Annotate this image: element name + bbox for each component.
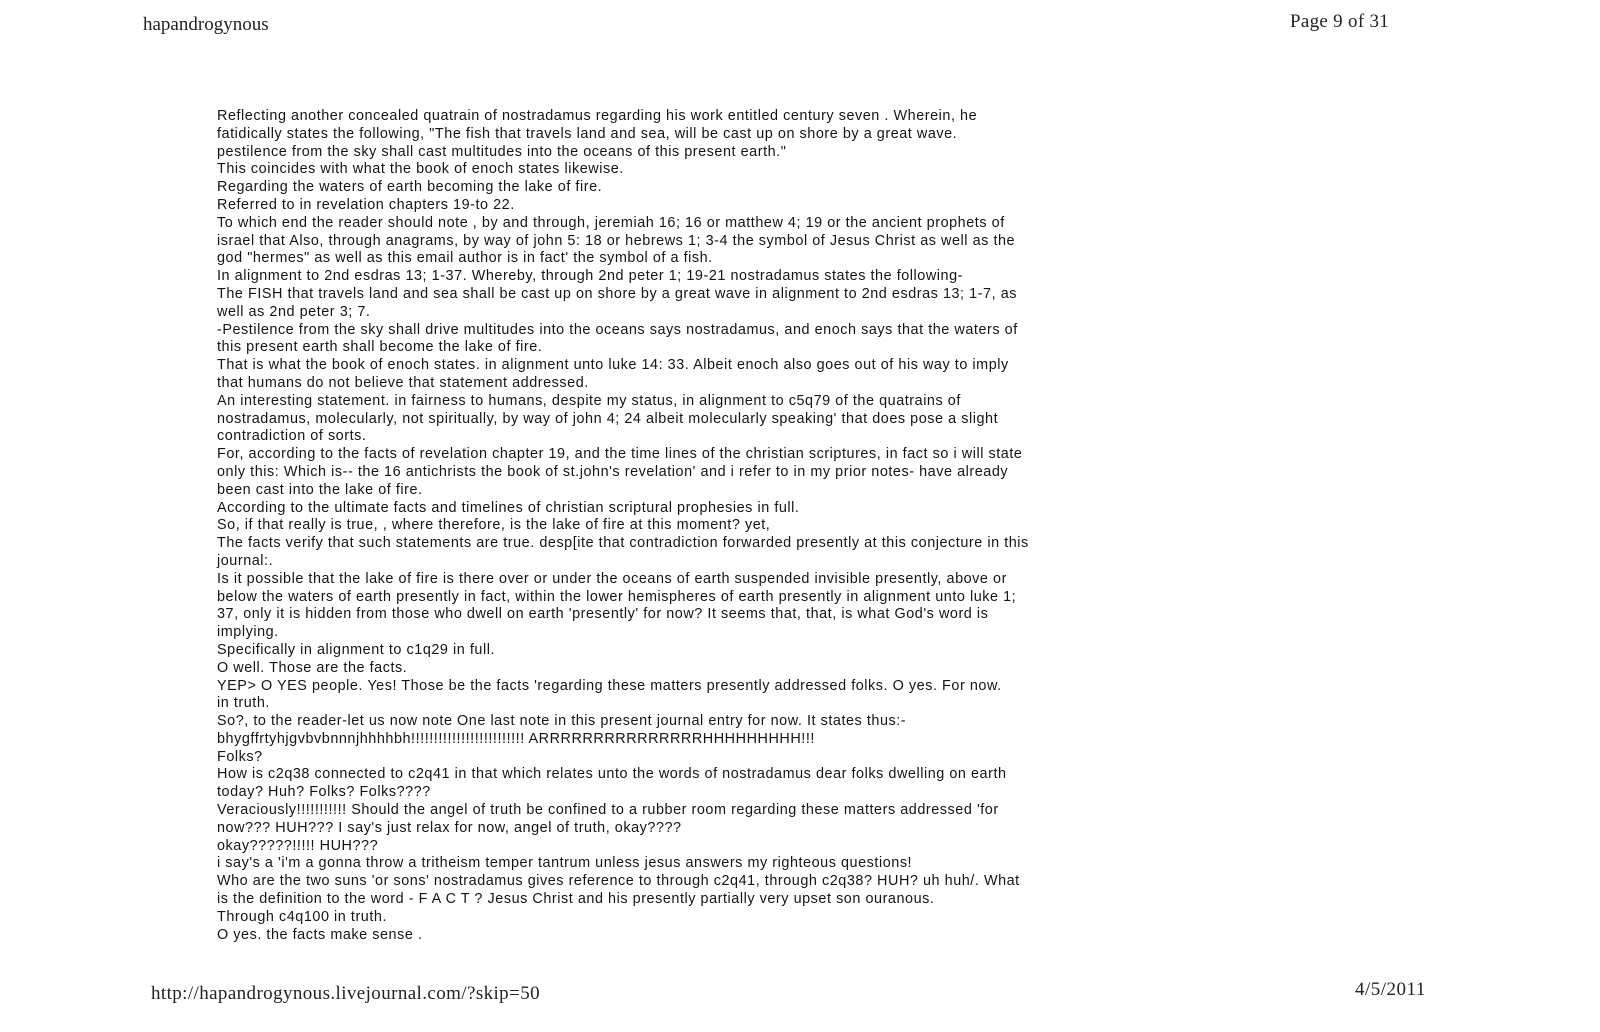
text-line: journal:. (217, 552, 274, 569)
text-line: 37, only it is hidden from those who dwell on earth 'presently' for now? It seems that, that, is what God's word is (217, 606, 989, 623)
text-line: israel that Also, through anagrams, by way of john 5: 18 or hebrews 1; 3-4 the symbol of Jesus Christ as well as the (217, 232, 1016, 249)
text-line: well as 2nd peter 3; 7. (217, 303, 371, 320)
text-line: is the definition to the word - F A C T ? Jesus Christ and his presently partially very upset son ouranous. (217, 891, 935, 908)
text-line: Through c4q100 in truth. (217, 908, 388, 925)
page-url: http://hapandrogynous.livejournal.com/?skip=50 (151, 983, 541, 1004)
text-line: nostradamus, molecularly, not spiritually, by way of john 4; 24 albeit molecularly speaking' that does pose a slight (217, 410, 999, 427)
text-line: So?, to the reader-let us now note One last note in this present journal entry for now. It states thus:- (217, 713, 907, 730)
text-line: So, if that really is true, , where therefore, is the lake of fire at this moment? yet, (217, 517, 771, 534)
text-line: below the waters of earth presently in fact, within the lower hemispheres of earth presently in alignment unto luke 1; (217, 588, 1017, 605)
text-line: contradiction of sorts. (217, 428, 367, 445)
text-line: Regarding the waters of earth becoming the lake of fire. (217, 179, 603, 196)
text-line: To which end the reader should note , by and through, jeremiah 16; 16 or matthew 4; 19 or the ancient prophets of (217, 214, 1005, 231)
text-line: O well. Those are the facts. (217, 659, 408, 676)
text-line: in truth. (217, 695, 270, 712)
text-line: this present earth shall become the lake of fire. (217, 339, 543, 356)
text-line: that humans do not believe that statement addressed. (217, 374, 589, 391)
text-line: Folks? (217, 748, 263, 765)
text-line: Veraciously!!!!!!!!!!! Should the angel of truth be confined to a rubber room regarding these matters addressed 'for (217, 802, 999, 819)
text-line: been cast into the lake of fire. (217, 481, 423, 498)
text-line: fatidically states the following, "The fish that travels land and sea, will be cast up on shore by a great wave. (217, 125, 958, 142)
text-line: -Pestilence from the sky shall drive multitudes into the oceans says nostradamus, and enoch says that the waters of (217, 321, 1018, 338)
text-line: god "hermes" as well as this email author is in fact' the symbol of a fish. (217, 250, 713, 267)
text-line: pestilence from the sky shall cast multitudes into the oceans of this present earth." (217, 143, 787, 160)
journal-entry-body (217, 108, 1487, 944)
text-line: bhygffrtyhjgvbvbnnnjhhhhbh!!!!!!!!!!!!!!!!!!!!!!!!! ARRRRRRRRRRRRRRRHHHHHHHHH!!! (217, 730, 815, 747)
text-line: That is what the book of enoch states. in alignment unto luke 14: 33. Albeit enoch also goes out of his way to imply (217, 357, 1009, 374)
text-line: implying. (217, 624, 279, 641)
text-line: Is it possible that the lake of fire is there over or under the oceans of earth suspended invisible presently, above or (217, 570, 1007, 587)
text-line: For, according to the facts of revelation chapter 19, and the time lines of the christian scriptures, in fact so i will state (217, 446, 1023, 463)
blog-name: hapandrogynous (143, 14, 269, 35)
text-line: okay?????!!!!! HUH??? (217, 837, 379, 854)
print-date: 4/5/2011 (1355, 979, 1426, 1000)
text-line: Specifically in alignment to c1q29 in full. (217, 641, 496, 658)
text-line: Reflecting another concealed quatrain of nostradamus regarding his work entitled century seven . Wherein, he (217, 108, 978, 124)
text-line: Who are the two suns 'or sons' nostradamus gives reference to through c2q41, through c2q38? HUH? uh huh/. What (217, 873, 1020, 890)
text-line: The facts verify that such statements are true. desp[ite that contradiction forwarded presently at this conjecture in this (217, 535, 1029, 552)
text-line: only this: Which is-- the 16 antichrists the book of st.john's revelation' and i refer to in my prior notes- have already (217, 463, 1009, 480)
text-line: O yes. the facts make sense . (217, 926, 423, 943)
text-line: Referred to in revelation chapters 19-to 22. (217, 196, 515, 213)
text-line: i say's a 'i'm a gonna throw a tritheism temper tantrum unless jesus answers my righteous questions! (217, 855, 913, 872)
text-line: YEP> O YES people. Yes! Those be the facts 'regarding these matters presently addressed folks. O yes. For now. (217, 677, 1002, 694)
page-indicator: Page 9 of 31 (1290, 11, 1390, 32)
text-line: In alignment to 2nd esdras 13; 1-37. Whereby, through 2nd peter 1; 19-21 nostradamus states the following- (217, 268, 963, 285)
text-line: According to the ultimate facts and timelines of christian scriptural prophesies in full. (217, 499, 800, 516)
text-line: today? Huh? Folks? Folks???? (217, 784, 431, 801)
text-line: now??? HUH??? I say's just relax for now, angel of truth, okay???? (217, 819, 682, 836)
text-line: The FISH that travels land and sea shall be cast up on shore by a great wave in alignment to 2nd esdras 13; 1-7, as (217, 285, 1017, 302)
text-line: This coincides with what the book of enoch states likewise. (217, 161, 624, 178)
text-line: An interesting statement. in fairness to humans, despite my status, in alignment to c5q79 of the quatrains of (217, 392, 961, 409)
text-line: How is c2q38 connected to c2q41 in that which relates unto the words of nostradamus dear folks dwelling on earth (217, 766, 1007, 783)
